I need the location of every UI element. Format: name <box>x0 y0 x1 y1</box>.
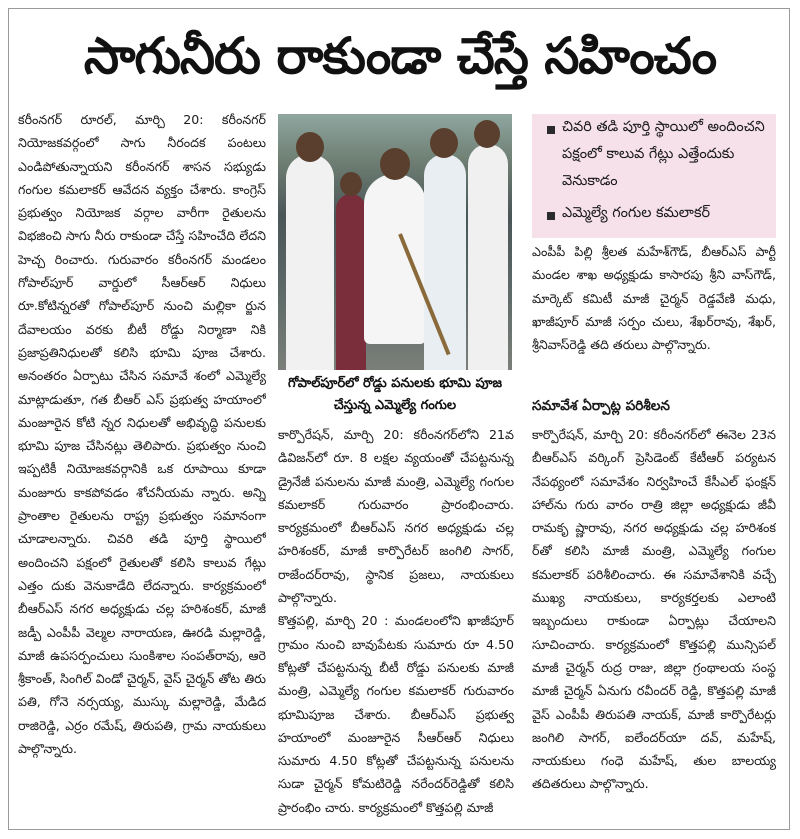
article-column-2 <box>278 423 514 823</box>
article-paragraph: కార్పొరేషన్, మార్చి 20: కరీంనగర్‌లో ఈనెల 23న బీఆర్‌ఎస్ వర్కింగ్ ప్రెసిడెంట్ కేటీఆర్ పర్యటన నేపథ్యంలో సమావేశం నిర్వహించే కేసీఎల్ ఫంక్షన్ హాల్‌ను గురు వారం రాత్రి జిల్లా అధ్యక్షుడు జీవీ రామకృ ష్ణారావు, నగర అధ్యక్షుడు చల్ల హరిశంక ర్‌తో కలిసి మాజీ మంత్రి, ఎమ్మెల్యే గంగుల కమలాకర్ పరిశీలించారు. ఈ సమావేశానికి వచ్చే ముఖ్య నాయకులు, కార్యకర్తలకు ఎలాంటి ఇబ్బందులు రాకుండా ఏర్పాట్లు చేయాలని సూచించారు. కార్యక్రమంలో కొత్తపల్లి మున్సిపల్ మాజీ చైర్మన్ రుద్ర రాజు, జిల్లా గ్రంథాలయ సంస్థ మాజీ చైర్మన్ ఏనుగు రవీందర్ రెడ్డి, కొత్తపల్లి మాజీ వైస్ ఎంపీపీ తిరుపతి నాయక్, మాజీ కార్పొరేటర్లు జంగిలి సాగర్, ఐలేందర్‌యా దవ్, మహేష్, నాయకులు గంధె మహేష్, తుల బాలయ్య తదితరులు పాల్గొన్నారు. <box>532 427 776 792</box>
article-paragraph: కరీంనగర్ రూరల్, మార్చి 20: కరీంనగర్ నియోజకవర్గంలో సాగు నీరందక పంటలు ఎండిపోతున్నాయని కరీంనగర్ శాసన సభ్యుడు గంగుల కమలాకర్ ఆవేదన వ్యక్తం చేశారు. కాంగ్రెస్ ప్రభుత్వం నియోజక వర్గాల వారీగా రైతులను విభజించి సాగు నీరు రాకుండా చేస్తే సహించేది లేదని హెచ్చ రించారు. గురువారం కరీంనగర్ మండలం గోపాల్‌పూర్ వార్డులో సీఆర్‌ఆర్ నిధులు రూ.కోటిన్నరతో గోపాల్‌పూర్ నుంచి మల్లికా ర్జున దేవాలయం వరకు బీటీ రోడ్డు నిర్మాణా నికి ప్రజాప్రతినిధులతో కలిసి భూమి పూజ చేశారు. అనంతరం ఏర్పాటు చేసిన సమావే శంలో ఎమ్మెల్యే మాట్లాడుతూ, గత బీఆర్ ఎస్ ప్రభుత్వ హయాంలో మంజూరైన కోటి న్నర నిధులతో అభివృద్ధి పనులకు భూమి పూజ చేసినట్లు తెలిపారు. ప్రభుత్వం నుంచి ఇప్పటికీ నియోజకవర్గానికి ఒక రూపాయి కూడా మంజూరు కాకపోవడం శోచనీయమ న్నారు. అన్ని ప్రాంతాల రైతులను రాష్ట్ర ప్రభుత్వం సమానంగా చూడాలన్నారు. చివరి తడి పూర్తి స్థాయిలో అందించని పక్షంలో రైతులతో కలిసి కాలువ గేట్లు ఎత్తం దుకు వెనుకాడేది లేదన్నారు. కార్యక్రమంలో బీఆర్‌ఎస్ నగర అధ్యక్షుడు చల్ల హరిశంకర్, మాజీ జడ్పీ ఎంపీపీ వెల్మల నారాయణ, ఊరడి మల్లారెడ్డి, మాజీ ఉపసర్పంచులు సుంకిశాల సంపత్‌రావు, ఆరె శ్రీకాంత్, సింగిల్ విండో చైర్మన్, వైస్ చైర్మన్ తోట తిరు పతి, గోనె నర్సయ్య, ముస్కు మల్లారెడ్డి, మేడిద రాజిరెడ్డి, ఎర్రం రమేష్, తిరుపతి, గ్రామ నాయకులు పాల్గొన్నారు. <box>18 112 266 757</box>
highlight-quote: చివరి తడి పూర్తి స్థాయిలో అందించని పక్షంలో కాలువ గేట్లు ఎత్తేందుకు వెనుకాడం <box>562 119 765 189</box>
highlight-attribution: ఎమ్మెల్యే గంగుల కమలాకర్ <box>562 205 710 221</box>
sub-headline: సమావేశ ఏర్పాట్ల పరిశీలన <box>532 398 670 414</box>
article-paragraph: కార్పొరేషన్, మార్చి 20: కరీంనగర్‌లోని 21వ డివిజన్‌లో రూ. 8 లక్షల వ్యయంతో చేపట్టనున్న డ్రైనేజీ పనులను మాజీ మంత్రి, ఎమ్మెల్యే గంగుల కమలాకర్ గురువారం ప్రారంభించారు. కార్యక్రమంలో బీఆర్‌ఎస్ నగర అధ్యక్షుడు చల్ల హరిశంకర్, మాజీ కార్పొరేటర్ జంగిలి సాగర్, రాజేందర్‌రావు, స్థానిక ప్రజలు, నాయకులు పాల్గొన్నారు. <box>278 427 514 606</box>
article-paragraph: కొత్తపల్లి, మార్చి 20 : మండలంలోని ఖాజీపూర్ గ్రామం నుంచి బావుపేటకు సుమారు రూ 4.50 కోట్లతో చేపట్టనున్న బీటీ రోడ్డు పనులకు మాజీ మంత్రి, ఎమ్మెల్యే గంగుల కమలాకర్ గురువారం భూమిపూజ చేశారు. బీఆర్‌ఎస్ ప్రభుత్వ హయాంలో మంజూరైన సీఆర్‌ఆర్ నిధులు సుమారు 4.50 కోట్లతో చేపట్టనున్న పనులను సుడా చైర్మన్ కోమటిరెడ్డి నరేందర్‌రెడ్డితో కలిసి ప్రారంభిం చారు. కార్యక్రమంలో కొత్తపల్లి మాజీ <box>278 613 514 815</box>
bullet-square <box>547 212 555 220</box>
article-paragraph: ఎంపీపీ పిల్లి శ్రీలత మహేశ్‌గౌడ్, బీఆర్‌ఎస్ పార్టీ మండల శాఖ అధ్యక్షుడు కాసారపు శ్రీని వాస్‌గౌడ్, మార్కెట్ కమిటీ మాజీ చైర్మన్ రెడ్డవేణి మధు, ఖాజీపూర్ మాజీ సర్పం చులు, శేఖర్‌రావు, శేఖర్, శ్రీనివాస్‌రెడ్డి తది తరులు పాల్గొన్నారు. <box>532 244 776 353</box>
headline: సాగునీరు రాకుండా చేస్తే సహించం <box>83 27 717 85</box>
person-head <box>296 132 324 162</box>
person-head <box>340 172 362 196</box>
article-column-3-top <box>532 240 776 400</box>
bullet-square <box>547 126 555 134</box>
person-figure <box>336 194 366 370</box>
person-head <box>380 148 410 180</box>
photo-caption: గోపాల్‌పూర్‌లో రోడ్డు పనులకు భూమి పూజ చేస్తున్న ఎమ్మెల్యే గంగుల <box>287 376 503 413</box>
person-head <box>474 120 500 148</box>
person-figure <box>424 154 466 370</box>
news-photo <box>278 114 512 370</box>
person-figure <box>364 174 426 344</box>
article-column-1 <box>18 108 266 824</box>
article-column-3-body <box>532 423 776 823</box>
person-figure <box>468 144 508 370</box>
person-head <box>430 128 458 158</box>
person-figure <box>286 154 334 370</box>
